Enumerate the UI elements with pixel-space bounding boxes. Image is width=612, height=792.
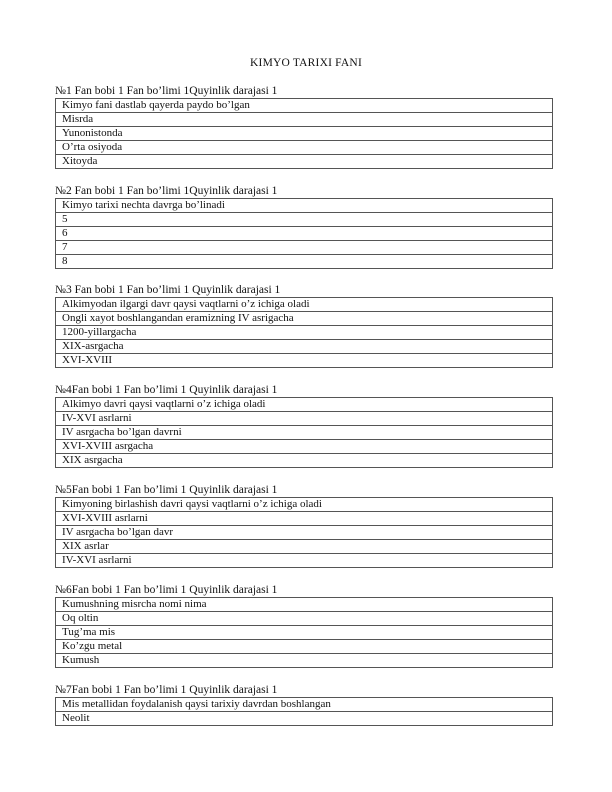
option-text: IV-XVI asrlarni	[56, 554, 553, 568]
option-row	[56, 354, 553, 368]
option-row	[56, 113, 553, 127]
question-5	[55, 484, 553, 568]
option-row	[56, 326, 553, 340]
option-row	[56, 540, 553, 554]
option-row	[56, 127, 553, 141]
question-text: Kimyo tarixi nechta davrga bo’linadi	[56, 199, 553, 213]
option-text: 1200-yillargacha	[56, 326, 553, 340]
option-text: Ongli xayot boshlangandan eramizning IV asrigacha	[56, 312, 553, 326]
option-row	[56, 426, 553, 440]
option-text: XIX asrgacha	[56, 454, 553, 468]
question-header: №3 Fan bobi 1 Fan bo’limi 1 Quyinlik darajasi 1	[55, 284, 281, 296]
question-text: Mis metallidan foydalanish qaysi tarixiy davrdan boshlangan	[56, 698, 553, 712]
question-header: №5Fan bobi 1 Fan bo’limi 1 Quyinlik darajasi 1	[55, 484, 278, 496]
option-row	[56, 612, 553, 626]
option-text: 7	[56, 241, 553, 255]
question-header: №6Fan bobi 1 Fan bo’limi 1 Quyinlik darajasi 1	[55, 584, 278, 596]
option-row	[56, 340, 553, 354]
option-text: Tug’ma mis	[56, 626, 553, 640]
question-1	[55, 85, 553, 169]
option-text: XVI-XVIII asrgacha	[56, 440, 553, 454]
question-7	[55, 684, 553, 726]
option-text: XIX-asrgacha	[56, 340, 553, 354]
option-text: Kumush	[56, 654, 553, 668]
option-text: XIX asrlar	[56, 540, 553, 554]
question-4	[55, 384, 553, 468]
option-row	[56, 654, 553, 668]
question-table	[55, 98, 553, 169]
option-text: Ko’zgu metal	[56, 640, 553, 654]
option-row	[56, 412, 553, 426]
question-text: Alkimyodan ilgargi davr qaysi vaqtlarni o’z ichiga oladi	[56, 298, 553, 312]
option-row	[56, 712, 553, 726]
question-text-row	[56, 398, 553, 412]
option-text: XVI-XVIII	[56, 354, 553, 368]
option-text: O’rta osiyoda	[56, 141, 553, 155]
question-text-row	[56, 598, 553, 612]
option-text: Yunonistonda	[56, 127, 553, 141]
option-text: Misrda	[56, 113, 553, 127]
question-table	[55, 198, 553, 269]
option-row	[56, 155, 553, 169]
question-header: №1 Fan bobi 1 Fan bo’limi 1Quyinlik darajasi 1	[55, 85, 278, 97]
question-table	[55, 697, 553, 726]
option-text: IV-XVI asrlarni	[56, 412, 553, 426]
option-text: Oq oltin	[56, 612, 553, 626]
option-row	[56, 626, 553, 640]
question-table	[55, 397, 553, 468]
question-table	[55, 297, 553, 368]
option-row	[56, 312, 553, 326]
option-row	[56, 554, 553, 568]
option-text: Neolit	[56, 712, 553, 726]
option-row	[56, 454, 553, 468]
option-text: Xitoyda	[56, 155, 553, 169]
option-row	[56, 213, 553, 227]
question-text-row	[56, 498, 553, 512]
option-text: IV asrgacha bo’lgan davrni	[56, 426, 553, 440]
option-text: 6	[56, 227, 553, 241]
question-text: Kumushning misrcha nomi nima	[56, 598, 553, 612]
question-text-row	[56, 298, 553, 312]
question-3	[55, 284, 553, 368]
option-row	[56, 227, 553, 241]
option-text: XVI-XVIII asrlarni	[56, 512, 553, 526]
option-text: 5	[56, 213, 553, 227]
question-header: №2 Fan bobi 1 Fan bo’limi 1Quyinlik darajasi 1	[55, 185, 278, 197]
question-header: №7Fan bobi 1 Fan bo’limi 1 Quyinlik darajasi 1	[55, 684, 278, 696]
option-row	[56, 255, 553, 269]
question-header: №4Fan bobi 1 Fan bo’limi 1 Quyinlik darajasi 1	[55, 384, 278, 396]
option-row	[56, 241, 553, 255]
question-6	[55, 584, 553, 668]
question-table	[55, 597, 553, 668]
question-2	[55, 185, 553, 269]
option-row	[56, 141, 553, 155]
option-row	[56, 512, 553, 526]
question-text-row	[56, 199, 553, 213]
option-text: IV asrgacha bo’lgan davr	[56, 526, 553, 540]
question-text-row	[56, 698, 553, 712]
question-text: Kimyo fani dastlab qayerda paydo bo’lgan	[56, 99, 553, 113]
question-text-row	[56, 99, 553, 113]
option-row	[56, 640, 553, 654]
page-title: KIMYO TARIXI FANI	[250, 57, 362, 69]
option-row	[56, 440, 553, 454]
option-row	[56, 526, 553, 540]
option-text: 8	[56, 255, 553, 269]
question-table	[55, 497, 553, 568]
question-text: Alkimyo davri qaysi vaqtlarni o’z ichiga oladi	[56, 398, 553, 412]
question-text: Kimyoning birlashish davri qaysi vaqtlarni o’z ichiga oladi	[56, 498, 553, 512]
